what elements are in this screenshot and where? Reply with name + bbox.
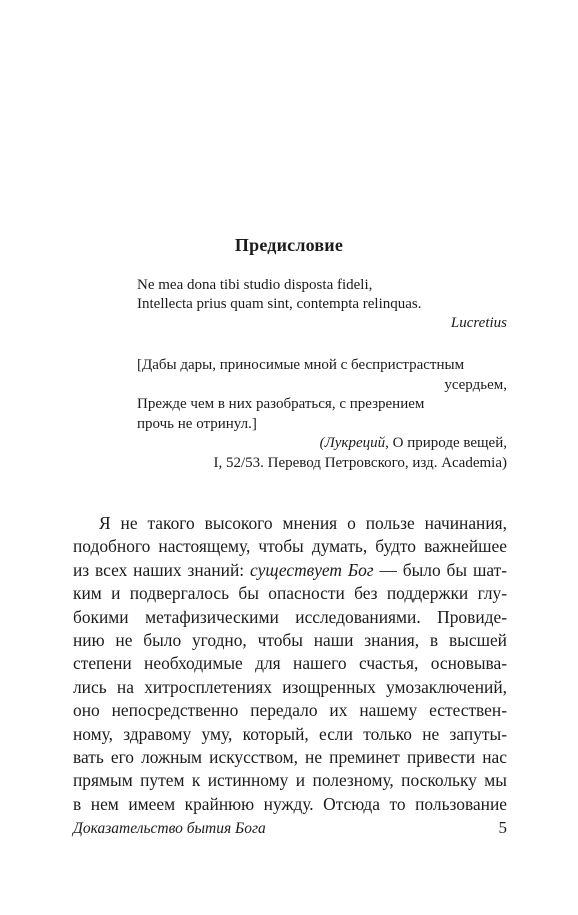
body-line-11: вать его ложным искусством, не преминет привести нас: [73, 747, 507, 768]
body-line-2: подобного настоящему, чтобы думать, будто важнейшее: [73, 536, 507, 557]
body-line-12: прямым путем к истинному и полезному, поскольку мы: [73, 770, 507, 791]
epigraph-source-details: I, 52/53. Перевод Петровского, изд. Academia): [213, 454, 507, 471]
section-heading: Предисловие: [234, 235, 344, 255]
epigraph-source: [137, 434, 507, 454]
body-line-5: бокими метафизическими исследованиями. Провиде-: [73, 606, 507, 627]
epigraph-source-work: О природе вещей,: [388, 435, 507, 451]
epigraph-source-author: (Лукреций,: [319, 435, 389, 451]
body-line-10: ному, здравому уму, который, если только не запуты-: [73, 723, 507, 744]
body-line-3: [73, 559, 507, 582]
emphasized-phrase: существует Бог: [250, 559, 374, 580]
body-line-7: степени необходимые для нашего счастья, основыва-: [73, 653, 507, 674]
translated-epigraph: [137, 356, 507, 473]
body-line-3-end: — было бы шат-: [373, 559, 507, 580]
latin-epigraph: [137, 276, 507, 333]
translated-epigraph-line-1: [Дабы дары, приносимые мной с беспристрастным: [137, 357, 465, 373]
latin-epigraph-author: Lucretius: [450, 315, 507, 331]
body-line-13: в нем имеем крайнюю нужду. Отсюда то пользование: [73, 793, 507, 814]
body-line-9: оно непосредственно передало их нашему естествен-: [73, 700, 507, 721]
latin-epigraph-line-2: Intellecta prius quam sint, contempta relinquas.: [137, 296, 422, 312]
body-line-4: ким и подвергалось бы опасности без поддержки глу-: [73, 583, 507, 604]
running-title: Доказательство бытия Бога: [73, 820, 266, 837]
body-line-8: лись на хитросплетениях изощренных умозаключений,: [73, 676, 507, 697]
translated-epigraph-line-2: усердьем,: [444, 376, 507, 393]
latin-epigraph-line-1: Ne mea dona tibi studio disposta fideli,: [137, 277, 373, 293]
page-number: 5: [498, 818, 507, 837]
translated-epigraph-line-3: Прежде чем в них разобраться, с презрением: [137, 396, 425, 412]
body-line-1: Я не такого высокого мнения о пользе начинания,: [99, 513, 507, 533]
body-paragraph: [73, 512, 507, 816]
body-line-3-start: из всех наших знаний:: [73, 559, 250, 580]
translated-epigraph-line-4: прочь не отринул.]: [137, 415, 257, 432]
body-line-6: нию не было угодно, чтобы наши знания, в высшей: [73, 630, 507, 651]
